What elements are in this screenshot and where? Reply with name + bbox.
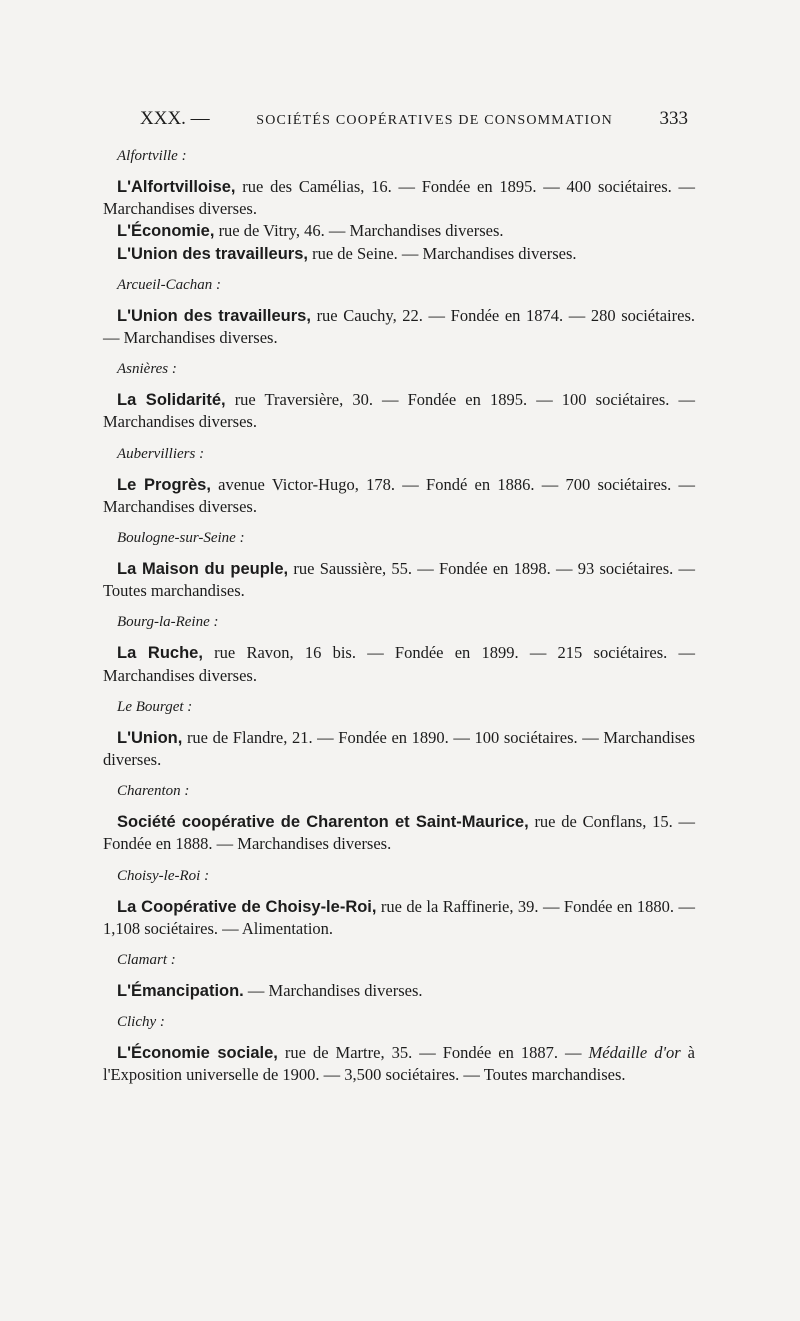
- cooperative-details: rue de Flandre, 21. — Fondée en 1890. — 100 sociétaires. — Marchandises diverses.: [103, 727, 695, 770]
- page-number: 333: [659, 108, 688, 129]
- locality-heading: Clichy :: [117, 1014, 165, 1031]
- cooperative-entry: [103, 1042, 695, 1086]
- locality-heading: Alfortville :: [117, 148, 187, 164]
- cooperative-details: rue Cauchy, 22. — Fondée en 1874. — 280 sociétaires. — Marchandises diverses.: [103, 305, 695, 348]
- cooperative-entry: [103, 896, 695, 940]
- cooperative-name: Société coopérative de Charenton et Saint-Maurice,: [117, 813, 529, 832]
- cooperative-details: rue des Camélias, 16. — Fondée en 1895. — 400 sociétaires. — Marchandises diverses.: [103, 177, 695, 219]
- locality-heading: Le Bourget :: [117, 698, 193, 715]
- cooperative-entry: [103, 389, 695, 433]
- locality-heading: Charenton :: [117, 783, 190, 800]
- locality-entries: [103, 389, 695, 433]
- locality-heading: Arcueil-Cachan :: [117, 276, 221, 293]
- cooperative-details: avenue Victor-Hugo, 178. — Fondé en 1886. — 700 sociétaires. — Marchandises diverses.: [103, 474, 695, 516]
- chapter-number: XXX. —: [140, 108, 210, 129]
- cooperative-name: L'Union des travailleurs,: [117, 306, 311, 325]
- locality-entries: [103, 980, 695, 1002]
- document-body: [103, 146, 695, 1097]
- cooperative-details: rue de Martre, 35. — Fondée en 1887. —: [277, 1043, 589, 1063]
- cooperative-name: L'Union,: [117, 728, 183, 747]
- locality-heading: Aubervilliers :: [117, 445, 205, 462]
- locality-entries: [103, 176, 695, 265]
- cooperative-entry: [103, 811, 695, 855]
- cooperative-details: rue de Vitry, 46. — Marchandises diverses.: [214, 221, 504, 241]
- locality-entries: [103, 558, 695, 602]
- locality-heading: Bourg-la-Reine :: [117, 614, 219, 631]
- locality-entries: [103, 896, 695, 940]
- cooperative-entry: [103, 980, 695, 1002]
- locality-entries: [103, 811, 695, 855]
- award-mention: Médaille d'or: [588, 1043, 681, 1063]
- cooperative-name: L'Alfortvilloise,: [117, 178, 236, 196]
- cooperative-entry: [103, 305, 695, 349]
- cooperative-name: La Coopérative de Choisy-le-Roi,: [117, 897, 377, 916]
- cooperative-name: La Ruche,: [117, 644, 203, 663]
- locality-entries: [103, 642, 695, 686]
- locality-entries: [103, 1042, 695, 1086]
- cooperative-name: L'Économie,: [117, 222, 215, 241]
- cooperative-details: rue de la Raffinerie, 39. — Fondée en 1880. — 1,108 sociétaires. — Alimentation.: [103, 896, 695, 938]
- cooperative-entry: [103, 243, 695, 265]
- cooperative-entry: [103, 642, 695, 686]
- cooperative-entry: [103, 220, 695, 242]
- locality-heading: Choisy-le-Roi :: [117, 867, 210, 884]
- cooperative-name: Le Progrès,: [117, 475, 211, 494]
- cooperative-name: L'Économie sociale,: [117, 1044, 278, 1063]
- cooperative-entry: [103, 474, 695, 518]
- cooperative-name: La Maison du peuple,: [117, 560, 289, 579]
- cooperative-details: rue de Seine. — Marchandises diverses.: [307, 243, 577, 263]
- locality-entries: [103, 305, 695, 349]
- cooperative-details: rue Saussière, 55. — Fondée en 1898. — 93 sociétaires. — Toutes marchandises.: [103, 559, 696, 601]
- cooperative-details: — Marchandises diverses.: [243, 981, 423, 1001]
- locality-heading: Boulogne-sur-Seine :: [117, 530, 245, 547]
- cooperative-details: rue Traversière, 30. — Fondée en 1895. — 100 sociétaires. — Marchandises diverses.: [103, 390, 696, 432]
- cooperative-details-continued: à l'Exposition universelle de 1900. — 3,500 sociétaires. — Toutes marchandises.: [103, 1043, 695, 1085]
- locality-entries: [103, 474, 695, 518]
- cooperative-name: L'Émancipation.: [117, 982, 244, 1001]
- locality-heading: Asnières :: [117, 361, 177, 378]
- cooperative-entry: [103, 176, 695, 220]
- cooperative-entry: [103, 727, 695, 771]
- cooperative-name: La Solidarité,: [117, 391, 226, 410]
- page-header: [140, 108, 688, 130]
- cooperative-details: rue de Conflans, 15. — Fondée en 1888. — Marchandises diverses.: [103, 812, 695, 854]
- locality-heading: Clamart :: [117, 952, 176, 969]
- cooperative-details: rue Ravon, 16 bis. — Fondée en 1899. — 215 sociétaires. — Marchandises diverses.: [103, 643, 695, 685]
- cooperative-name: L'Union des travailleurs,: [117, 244, 308, 263]
- cooperative-entry: [103, 558, 695, 602]
- running-title: SOCIÉTÉS COOPÉRATIVES DE CONSOMMATION: [256, 113, 613, 128]
- locality-entries: [103, 727, 695, 771]
